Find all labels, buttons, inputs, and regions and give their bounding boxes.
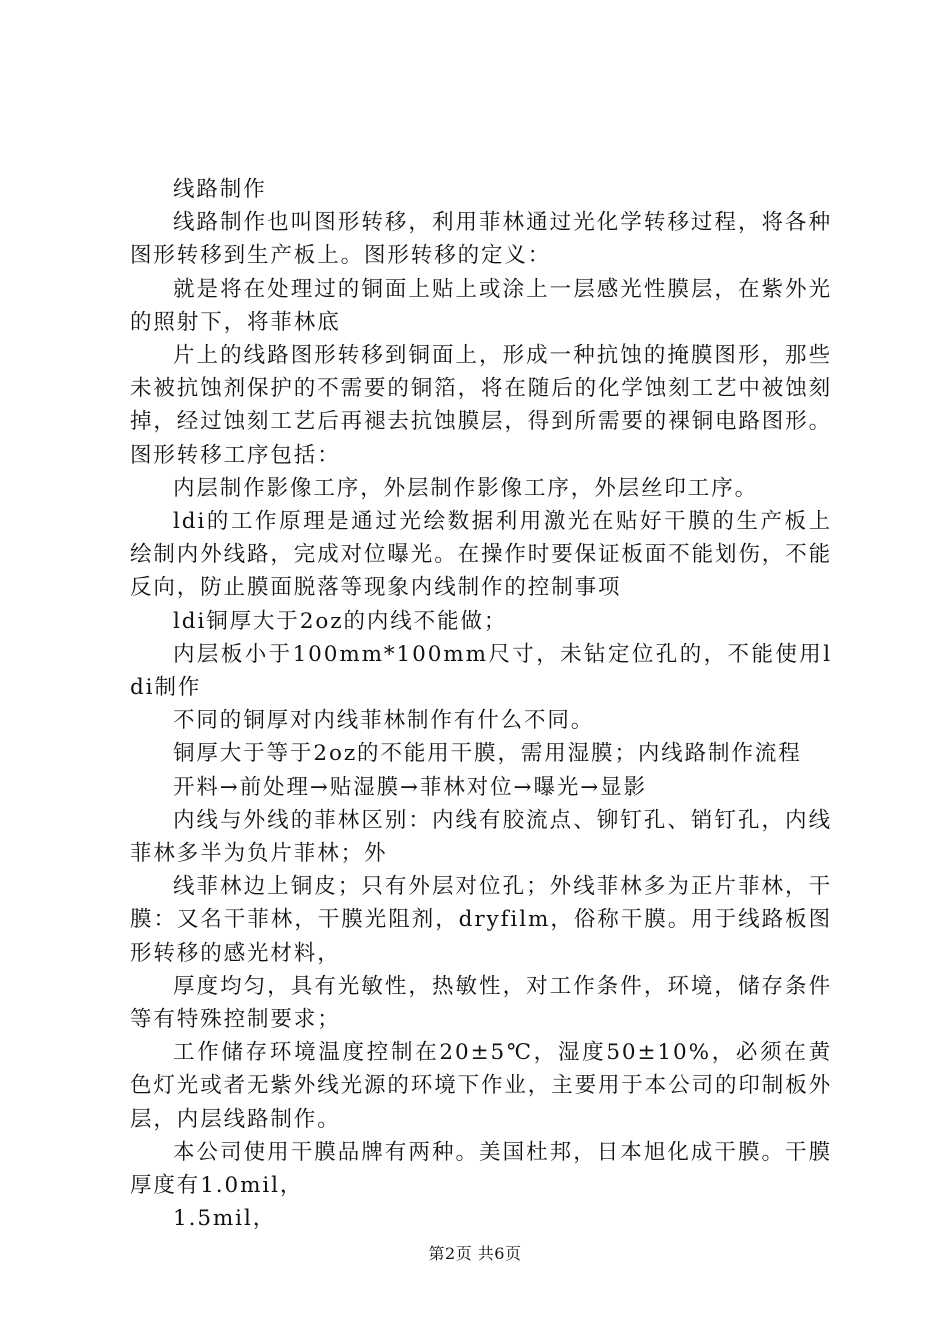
paragraph: 铜厚大于等于2oz的不能用干膜，需用湿膜；内线路制作流程 [173,741,802,767]
paragraph: 内层板小于100mm*100mm尺寸，未钻定位孔的，不能使用ldi制作 [130,641,832,701]
paragraph: 本公司使用干膜品牌有两种。美国杜邦，日本旭化成干膜。干膜厚度有1.0mil， [130,1139,832,1199]
paragraph: 厚度均匀，具有光敏性，热敏性，对工作条件，环境，储存条件等有特殊控制要求； [130,973,832,1033]
paragraph: 内线与外线的菲林区别：内线有胶流点、铆钉孔、销钉孔，内线菲林多半为负片菲林；外 [130,807,832,867]
paragraph: 线路制作也叫图形转移，利用菲林通过光化学转移过程，将各种图形转移到生产板上。图形转移的定义： [130,210,832,269]
process-flow: 开料→前处理→贴湿膜→菲林对位→曝光→显影 [173,774,647,800]
paragraph: 工作储存环境温度控制在20±5℃，湿度50±10%，必须在黄色灯光或者无紫外线光源的环境下作业，主要用于本公司的印制板外层，内层线路制作。 [130,1040,833,1132]
paragraph: 内层制作影像工序，外层制作影像工序，外层丝印工序。 [173,475,759,501]
paragraph: 不同的铜厚对内线菲林制作有什么不同。 [173,708,595,734]
page-number-footer: 第2页 共6页 [428,1244,522,1263]
paragraph: ldi铜厚大于2oz的内线不能做； [173,608,508,634]
paragraph: 线菲林边上铜皮；只有外层对位孔；外线菲林多为正片菲林，干膜：又名干菲林，干膜光阻剂，dryfilm，俗称干膜。用于线路板图形转移的感光材料， [130,874,832,966]
document-body [130,173,832,1236]
paragraph: 片上的线路图形转移到铜面上，形成一种抗蚀的掩膜图形，那些未被抗蚀剂保护的不需要的铜箔，将在随后的化学蚀刻工艺中被蚀刻掉，经过蚀刻工艺后再褪去抗蚀膜层，得到所需要的裸铜电路图形。图形转移工序包括： [130,343,833,468]
paragraph: ldi的工作原理是通过光绘数据利用激光在贴好干膜的生产板上绘制内外线路，完成对位曝光。在操作时要保证板面不能划伤，不能反向，防止膜面脱落等现象内线制作的控制事项 [130,509,833,601]
paragraph: 1.5mil， [173,1206,277,1232]
paragraph: 就是将在处理过的铜面上贴上或涂上一层感光性膜层，在紫外光的照射下，将菲林底 [130,276,832,335]
section-heading: 线路制作 [173,177,267,202]
